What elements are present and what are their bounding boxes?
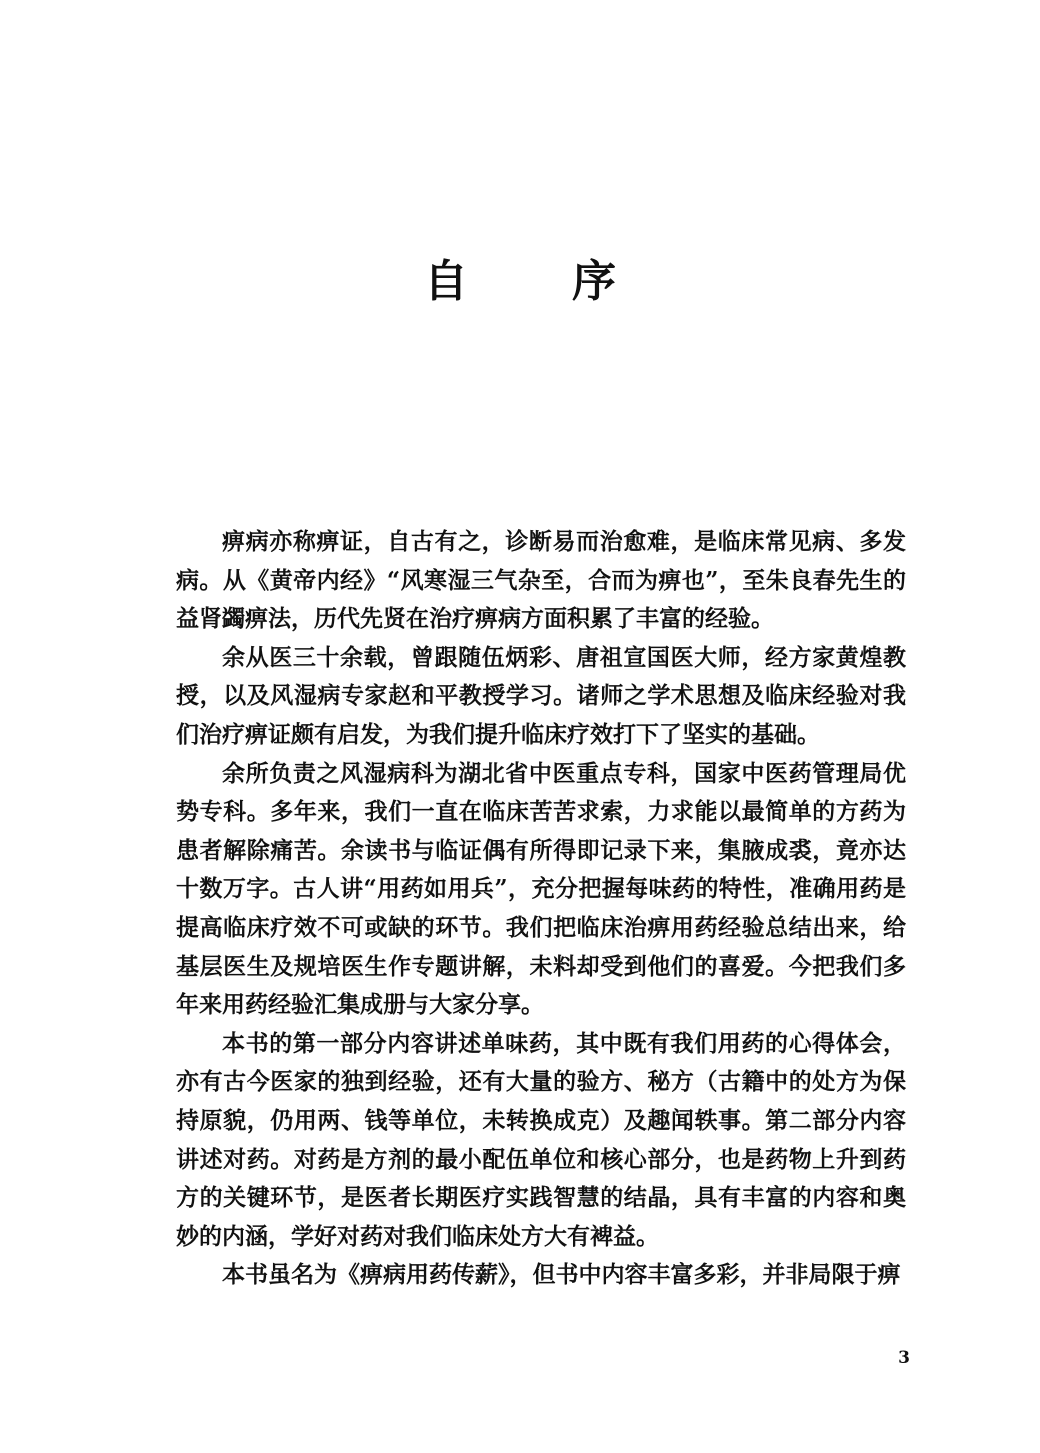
page-title: 自 序 [424,256,646,307]
paragraph: 痹病亦称痹证，自古有之，诊断易而治愈难，是临床常见病、多发病。从《黄帝内经》“风寒湿三气杂至，合而为痹也”，至朱良春先生的益肾蠲痹法，历代先贤在治疗痹病方面积累了丰富的经验。 [176,528,906,633]
paragraph: 本书的第一部分内容讲述单味药，其中既有我们用药的心得体会，亦有古今医家的独到经验，还有大量的验方、秘方（古籍中的处方为保持原貌，仍用两、钱等单位，未转换成克）及趣闻轶事。第二部分内容讲述对药。对药是方剂的最小配伍单位和核心部分，也是药物上升到药方的关键环节，是医者长期医疗实践智慧的结晶，具有丰富的内容和奥妙的内涵，学好对药对我们临床处方大有裨益。 [176,1029,906,1250]
preface-body [176,523,906,1295]
page-number: 3 [898,1348,910,1368]
paragraph: 本书虽名为《痹病用药传薪》，但书中内容丰富多彩，并非局限于痹 [222,1261,901,1289]
paragraph: 余从医三十余载，曾跟随伍炳彩、唐祖宣国医大师，经方家黄煌教授，以及风湿病专家赵和平教授学习。诸师之学术思想及临床经验对我们治疗痹证颇有启发，为我们提升临床疗效打下了坚实的基础。 [176,643,906,748]
paragraph: 余所负责之风湿病科为湖北省中医重点专科，国家中医药管理局优势专科。多年来，我们一直在临床苦苦求索，力求能以最简单的方药为患者解除痛苦。余读书与临证偶有所得即记录下来，集腋成裘，竟亦达十数万字。古人讲“用药如用兵”，充分把握每味药的特性，准确用药是提高临床疗效不可或缺的环节。我们把临床治痹用药经验总结出来，给基层医生及规培医生作专题讲解，未料却受到他们的喜爱。今把我们多年来用药经验汇集成册与大家分享。 [176,759,906,1019]
